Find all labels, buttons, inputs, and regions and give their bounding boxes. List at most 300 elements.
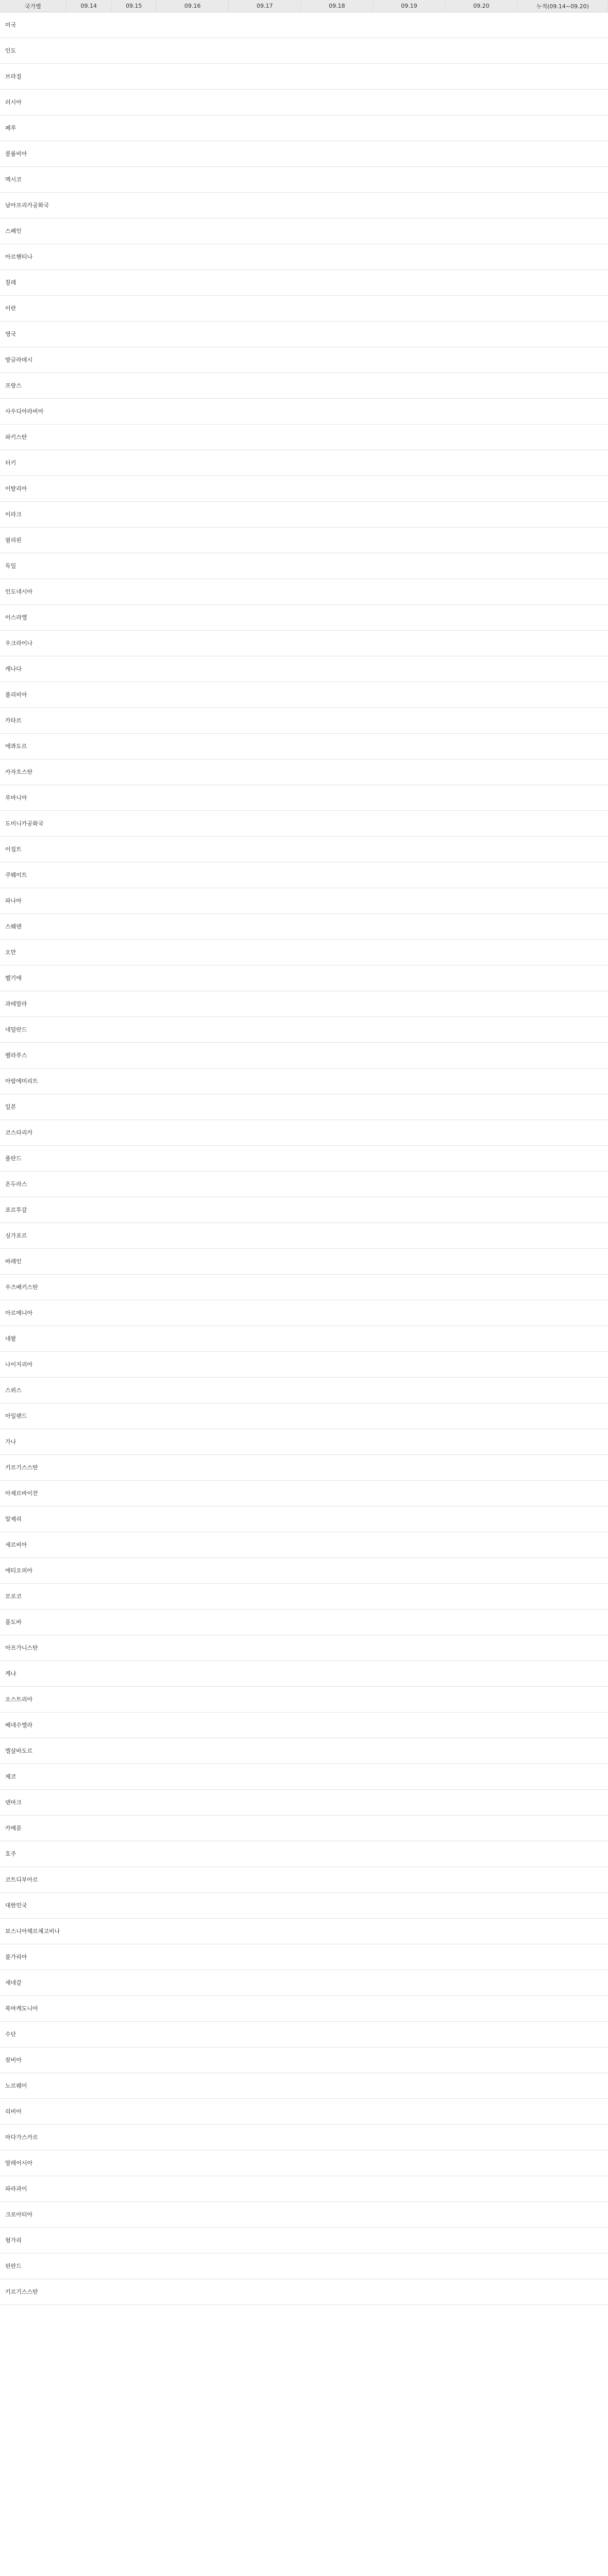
table-row — [0, 1069, 608, 1094]
cell-value — [157, 38, 229, 64]
table-row — [0, 2073, 608, 2099]
cell-value — [111, 1275, 157, 1300]
cell-value — [111, 837, 157, 862]
cell-value — [111, 1455, 157, 1481]
cell-value — [445, 1172, 517, 1197]
cell-value — [373, 940, 445, 965]
col-header-date: 09.18 — [301, 0, 373, 12]
table-row — [0, 1713, 608, 1738]
cell-value — [66, 1790, 111, 1816]
cell-value — [66, 90, 111, 115]
table-row — [0, 991, 608, 1017]
cumulative-value — [517, 1893, 607, 1919]
cell-value — [111, 1300, 157, 1326]
cumulative-value — [517, 2150, 607, 2176]
cell-value — [373, 1764, 445, 1790]
cell-value — [111, 2279, 157, 2305]
cell-value — [111, 167, 157, 193]
cell-value — [445, 2047, 517, 2073]
country-name: 필리핀 — [0, 528, 66, 553]
cell-value — [229, 1120, 301, 1146]
cumulative-value — [517, 1609, 607, 1635]
cell-value — [373, 2125, 445, 2150]
country-name: 브라질 — [0, 64, 66, 90]
cell-value — [111, 656, 157, 682]
cell-value — [229, 270, 301, 296]
cell-value — [157, 1558, 229, 1584]
country-name: 도미니카공화국 — [0, 811, 66, 837]
cell-value — [373, 837, 445, 862]
cell-value — [445, 1764, 517, 1790]
cell-value — [229, 1635, 301, 1661]
country-name: 에티오피아 — [0, 1558, 66, 1584]
cell-value — [157, 862, 229, 888]
cell-value — [445, 656, 517, 682]
table-row — [0, 1609, 608, 1635]
cell-value — [229, 785, 301, 811]
cell-value — [373, 38, 445, 64]
cell-value — [445, 1713, 517, 1738]
cell-value — [301, 1326, 373, 1352]
cell-value — [445, 940, 517, 965]
table-row — [0, 965, 608, 991]
cumulative-value — [517, 1841, 607, 1867]
cell-value — [66, 2022, 111, 2047]
cell-value — [445, 1532, 517, 1558]
cell-value — [445, 888, 517, 914]
cell-value — [229, 2279, 301, 2305]
cell-value — [157, 1275, 229, 1300]
cell-value — [445, 1738, 517, 1764]
cell-value — [157, 1481, 229, 1506]
cell-value — [157, 2228, 229, 2253]
cell-value — [157, 244, 229, 270]
cell-value — [445, 270, 517, 296]
table-row — [0, 734, 608, 759]
cell-value — [66, 1378, 111, 1403]
cell-value — [445, 1816, 517, 1841]
cumulative-value — [517, 1970, 607, 1996]
cell-value — [157, 1944, 229, 1970]
cell-value — [373, 1481, 445, 1506]
cumulative-value — [517, 1378, 607, 1403]
cumulative-value — [517, 2125, 607, 2150]
cell-value — [445, 218, 517, 244]
cell-value — [157, 1378, 229, 1403]
cell-value — [445, 244, 517, 270]
cell-value — [373, 425, 445, 450]
cell-value — [373, 1841, 445, 1867]
cell-value — [157, 1713, 229, 1738]
cumulative-value — [517, 450, 607, 476]
cell-value — [373, 914, 445, 940]
cell-value — [373, 270, 445, 296]
cell-value — [301, 1687, 373, 1713]
cell-value — [445, 1944, 517, 1970]
cell-value — [373, 2202, 445, 2228]
cell-value — [157, 2253, 229, 2279]
cumulative-value — [517, 1429, 607, 1455]
table-row — [0, 1017, 608, 1043]
cell-value — [66, 888, 111, 914]
cell-value — [111, 502, 157, 528]
cell-value — [373, 2099, 445, 2125]
country-name: 영국 — [0, 321, 66, 347]
cell-value — [229, 321, 301, 347]
cell-value — [66, 656, 111, 682]
cell-value — [373, 1017, 445, 1043]
cell-value — [373, 244, 445, 270]
cell-value — [111, 2150, 157, 2176]
cell-value — [301, 270, 373, 296]
cell-value — [157, 2150, 229, 2176]
cell-value — [229, 2099, 301, 2125]
cell-value — [445, 759, 517, 785]
cell-value — [157, 1017, 229, 1043]
cell-value — [445, 1635, 517, 1661]
cell-value — [301, 1275, 373, 1300]
cell-value — [111, 270, 157, 296]
cell-value — [445, 193, 517, 218]
cell-value — [157, 2022, 229, 2047]
cell-value — [66, 1558, 111, 1584]
cell-value — [301, 605, 373, 631]
table-row — [0, 785, 608, 811]
cell-value — [111, 811, 157, 837]
cell-value — [111, 1687, 157, 1713]
cell-value — [229, 1790, 301, 1816]
country-name: 호주 — [0, 1841, 66, 1867]
cell-value — [301, 528, 373, 553]
cell-value — [66, 2176, 111, 2202]
cell-value — [111, 1764, 157, 1790]
cumulative-value — [517, 605, 607, 631]
cell-value — [229, 553, 301, 579]
cumulative-value — [517, 1094, 607, 1120]
country-name: 이란 — [0, 296, 66, 321]
cumulative-value — [517, 1687, 607, 1713]
cumulative-value — [517, 244, 607, 270]
cell-value — [301, 2073, 373, 2099]
cell-value — [111, 90, 157, 115]
cell-value — [229, 734, 301, 759]
cumulative-value — [517, 167, 607, 193]
cell-value — [301, 399, 373, 425]
cell-value — [229, 1352, 301, 1378]
country-name: 카메룬 — [0, 1816, 66, 1841]
cell-value — [373, 1326, 445, 1352]
cell-value — [157, 837, 229, 862]
cell-value — [157, 1867, 229, 1893]
country-name: 프랑스 — [0, 373, 66, 399]
country-name: 이라크 — [0, 502, 66, 528]
table-row — [0, 1172, 608, 1197]
cumulative-value — [517, 270, 607, 296]
cell-value — [66, 811, 111, 837]
cumulative-value — [517, 862, 607, 888]
cell-value — [373, 1506, 445, 1532]
cumulative-value — [517, 837, 607, 862]
cell-value — [157, 1790, 229, 1816]
country-name: 크로아티아 — [0, 2202, 66, 2228]
cell-value — [445, 2279, 517, 2305]
cell-value — [111, 1223, 157, 1249]
cell-value — [66, 914, 111, 940]
cell-value — [157, 605, 229, 631]
cell-value — [373, 1249, 445, 1275]
cumulative-value — [517, 759, 607, 785]
cell-value — [111, 1481, 157, 1506]
country-name: 북마케도니아 — [0, 1996, 66, 2022]
cell-value — [445, 296, 517, 321]
cell-value — [445, 1043, 517, 1069]
cell-value — [157, 1996, 229, 2022]
cell-value — [229, 2150, 301, 2176]
country-name: 일본 — [0, 1094, 66, 1120]
table-row — [0, 888, 608, 914]
cumulative-value — [517, 1326, 607, 1352]
cumulative-value — [517, 553, 607, 579]
cell-value — [111, 2047, 157, 2073]
cell-value — [66, 708, 111, 734]
cell-value — [301, 2022, 373, 2047]
cell-value — [229, 656, 301, 682]
cell-value — [66, 1043, 111, 1069]
cumulative-value — [517, 193, 607, 218]
table-row — [0, 1841, 608, 1867]
cumulative-value — [517, 1790, 607, 1816]
cell-value — [111, 785, 157, 811]
cell-value — [301, 1609, 373, 1635]
country-name: 마다가스카르 — [0, 2125, 66, 2150]
cell-value — [373, 1043, 445, 1069]
cell-value — [301, 425, 373, 450]
cell-value — [157, 888, 229, 914]
cell-value — [111, 759, 157, 785]
cell-value — [111, 64, 157, 90]
country-name: 바레인 — [0, 1249, 66, 1275]
country-name: 이집트 — [0, 837, 66, 862]
cell-value — [229, 12, 301, 38]
cell-value — [229, 1481, 301, 1506]
cell-value — [229, 1764, 301, 1790]
cell-value — [229, 1816, 301, 1841]
cumulative-value — [517, 399, 607, 425]
cell-value — [301, 1300, 373, 1326]
cell-value — [229, 1970, 301, 1996]
cell-value — [157, 2176, 229, 2202]
cell-value — [66, 991, 111, 1017]
cell-value — [111, 965, 157, 991]
cell-value — [111, 1378, 157, 1403]
cell-value — [66, 1584, 111, 1609]
country-name: 아르메니아 — [0, 1300, 66, 1326]
cell-value — [157, 1069, 229, 1094]
cell-value — [445, 605, 517, 631]
cell-value — [445, 425, 517, 450]
cell-value — [445, 1841, 517, 1867]
cell-value — [229, 1094, 301, 1120]
table-row — [0, 373, 608, 399]
cell-value — [301, 141, 373, 167]
cell-value — [111, 425, 157, 450]
cell-value — [229, 1146, 301, 1172]
cell-value — [157, 1120, 229, 1146]
cell-value — [229, 141, 301, 167]
country-name: 케냐 — [0, 1661, 66, 1687]
cell-value — [445, 2202, 517, 2228]
cell-value — [157, 682, 229, 708]
cell-value — [373, 2022, 445, 2047]
cell-value — [301, 1172, 373, 1197]
cell-value — [229, 991, 301, 1017]
col-header-date: 09.16 — [157, 0, 229, 12]
cell-value — [301, 965, 373, 991]
cell-value — [111, 218, 157, 244]
country-name: 노르웨이 — [0, 2073, 66, 2099]
cell-value — [66, 734, 111, 759]
cell-value — [229, 1455, 301, 1481]
cell-value — [373, 1790, 445, 1816]
cell-value — [111, 1094, 157, 1120]
cell-value — [445, 1867, 517, 1893]
cell-value — [111, 940, 157, 965]
cumulative-value — [517, 141, 607, 167]
cell-value — [111, 2253, 157, 2279]
cell-value — [66, 115, 111, 141]
cumulative-value — [517, 218, 607, 244]
cell-value — [301, 1043, 373, 1069]
cell-value — [373, 1609, 445, 1635]
cell-value — [111, 1069, 157, 1094]
cell-value — [157, 1816, 229, 1841]
cell-value — [445, 476, 517, 502]
table-row — [0, 605, 608, 631]
cumulative-value — [517, 1738, 607, 1764]
cell-value — [66, 2125, 111, 2150]
cell-value — [301, 218, 373, 244]
cell-value — [66, 38, 111, 64]
cell-value — [229, 1919, 301, 1944]
cell-value — [229, 1893, 301, 1919]
cumulative-value — [517, 528, 607, 553]
cell-value — [229, 1172, 301, 1197]
cell-value — [229, 1429, 301, 1455]
country-name: 오스트리아 — [0, 1687, 66, 1713]
country-name: 콜롬비아 — [0, 141, 66, 167]
cell-value — [157, 1094, 229, 1120]
cell-value — [229, 1661, 301, 1687]
cell-value — [111, 2228, 157, 2253]
cell-value — [66, 270, 111, 296]
cell-value — [66, 193, 111, 218]
cell-value — [229, 167, 301, 193]
cell-value — [301, 1996, 373, 2022]
cell-value — [111, 1738, 157, 1764]
cumulative-value — [517, 1249, 607, 1275]
cell-value — [157, 1300, 229, 1326]
cumulative-value — [517, 347, 607, 373]
cell-value — [111, 1970, 157, 1996]
cell-value — [157, 1609, 229, 1635]
table-row — [0, 1970, 608, 1996]
cell-value — [301, 837, 373, 862]
cell-value — [301, 1970, 373, 1996]
cell-value — [373, 115, 445, 141]
cell-value — [111, 1146, 157, 1172]
country-name: 오만 — [0, 940, 66, 965]
cell-value — [157, 90, 229, 115]
cell-value — [66, 64, 111, 90]
cumulative-value — [517, 2022, 607, 2047]
cell-value — [445, 2022, 517, 2047]
cell-value — [445, 1378, 517, 1403]
cell-value — [111, 1584, 157, 1609]
cell-value — [373, 399, 445, 425]
cumulative-value — [517, 115, 607, 141]
cell-value — [66, 476, 111, 502]
cell-value — [111, 450, 157, 476]
cell-value — [229, 631, 301, 656]
cell-value — [373, 373, 445, 399]
cell-value — [111, 1043, 157, 1069]
cell-value — [373, 1558, 445, 1584]
cell-value — [301, 64, 373, 90]
cell-value — [229, 1017, 301, 1043]
cell-value — [229, 1584, 301, 1609]
cell-value — [445, 141, 517, 167]
cell-value — [157, 1043, 229, 1069]
table-row — [0, 64, 608, 90]
cell-value — [445, 1481, 517, 1506]
table-row — [0, 270, 608, 296]
table-row — [0, 1506, 608, 1532]
table-row — [0, 2228, 608, 2253]
cell-value — [66, 244, 111, 270]
cell-value — [373, 1403, 445, 1429]
cell-value — [66, 2073, 111, 2099]
table-row — [0, 2099, 608, 2125]
cell-value — [157, 656, 229, 682]
cell-value — [445, 1403, 517, 1429]
cumulative-value — [517, 1764, 607, 1790]
country-name: 잠비아 — [0, 2047, 66, 2073]
cumulative-value — [517, 1043, 607, 1069]
country-name: 이탈리아 — [0, 476, 66, 502]
table-row — [0, 553, 608, 579]
cell-value — [301, 940, 373, 965]
cell-value — [157, 811, 229, 837]
cell-value — [157, 399, 229, 425]
cell-value — [66, 862, 111, 888]
cell-value — [66, 1223, 111, 1249]
cell-value — [373, 502, 445, 528]
cell-value — [301, 759, 373, 785]
cell-value — [157, 1403, 229, 1429]
table-row — [0, 682, 608, 708]
cumulative-value — [517, 682, 607, 708]
cell-value — [157, 1841, 229, 1867]
cumulative-value — [517, 1867, 607, 1893]
cell-value — [445, 1197, 517, 1223]
cell-value — [301, 1403, 373, 1429]
cell-value — [229, 347, 301, 373]
cumulative-value — [517, 2228, 607, 2253]
cell-value — [301, 888, 373, 914]
table-row — [0, 1146, 608, 1172]
cumulative-value — [517, 1223, 607, 1249]
country-name: 멕시코 — [0, 167, 66, 193]
